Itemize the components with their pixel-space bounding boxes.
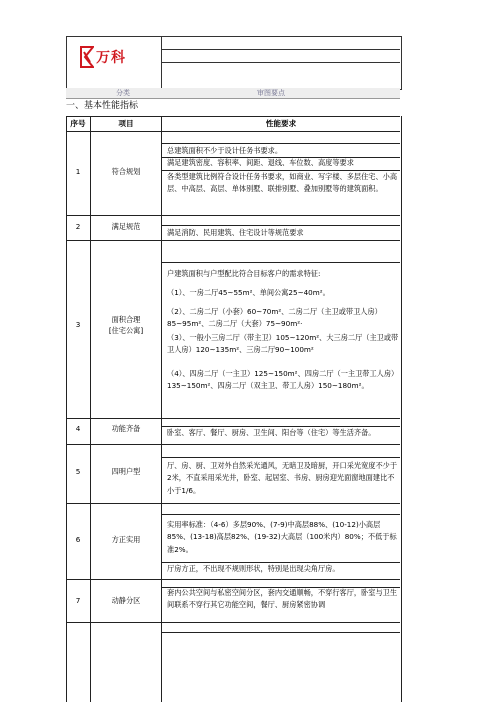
row-no: 7 <box>75 596 81 605</box>
row-border <box>66 622 400 623</box>
row-border <box>161 632 400 633</box>
row-border <box>66 418 400 419</box>
header-rule <box>161 49 400 50</box>
requirement-text: （1）、一房二厅45~55m²、单间公寓25~40m²。 <box>167 288 330 297</box>
row-border <box>66 131 400 132</box>
row-item: 四明户型 <box>111 467 141 476</box>
row-item: 方正实用 <box>111 535 141 544</box>
row-border <box>161 514 400 515</box>
logo-text: 万科 <box>96 50 126 66</box>
row-item: 满足规范 <box>111 222 141 231</box>
review-points-label: 审图要点 <box>257 89 285 97</box>
row-item: 符合规划 <box>111 167 141 176</box>
row-border <box>66 503 400 504</box>
row-item: 动静分区 <box>111 596 141 605</box>
header-requirement: 性能要求 <box>265 119 297 128</box>
section-title: 一、基本性能指标 <box>66 101 139 111</box>
row-no: 1 <box>75 167 81 176</box>
requirement-text: 满足建筑密度、容积率、间距、退线、车位数、高度等要求 <box>167 158 354 167</box>
requirement-text: 满足消防、民用建筑、住宅设计等规范要求 <box>167 228 304 237</box>
col-divider <box>161 116 162 702</box>
requirement-text: 套内公共空间与私密空间分区，套内交通顺畅，不穿行客厅，卧室与卫生间联系不穿行其它功能空间，餐厅、厨房紧密协调 <box>167 588 398 610</box>
row-border <box>161 457 400 458</box>
row-border <box>66 444 400 445</box>
row-no: 5 <box>75 467 81 476</box>
row-item-sub: [住宅公寓] <box>108 326 144 335</box>
requirement-text: 卧室、客厅、餐厅、厨房、卫生间、阳台等（住宅）等生活齐备。 <box>167 428 376 437</box>
row-border <box>66 116 400 117</box>
row-no: 4 <box>75 424 81 433</box>
requirement-text: 实用率标准：（4-6）多层90%、(7-9)中高层88%、(10-12)小高层85%、(13-18)高层82%、(19-32)大高层（100米内）80%；不低于标准2%。 <box>167 520 397 554</box>
row-no: 2 <box>75 222 81 231</box>
requirement-text: 户建筑面积与户型配比符合目标客户的需求特征: <box>167 269 321 278</box>
col-divider <box>90 116 91 702</box>
row-border <box>66 579 400 580</box>
requirement-text: 总建筑面积不少于设计任务书要求。 <box>167 146 283 155</box>
row-border <box>161 143 400 144</box>
requirement-text: （4）、四房二厅（一主卫）125~150m²、四房二厅（一主卫带工人房）135~150m²、四房二厅（双主卫、带工人房）150~180m²。 <box>167 369 399 391</box>
logo-mark-icon <box>80 46 94 68</box>
requirement-text: 厅房方正，不出现不规则形状，特别是出现尖角厅房。 <box>167 564 340 573</box>
header-rule <box>161 62 400 63</box>
requirement-text: （2）、二房二厅（小套）60~70m²、二房二厅（主卫或带卫人房）85~95m²、二房二厅（大套）75~90m²· <box>167 307 382 329</box>
row-item: 功能齐备 <box>111 424 141 433</box>
vanke-logo <box>80 44 140 74</box>
requirement-text: （3）、一般小三房二厅（带主卫）105~120m²、大三房二厅（主卫或带卫人房）120~135m²、三房二厅90~100m² <box>167 333 399 355</box>
requirement-text: 厅、房、厨、卫对外自然采光通风，无暗卫及暗厨，开口采光宽度不少于2米，不直采用采光井，卧室、起居室、书房、厨房迎光面窗地面建比不小于1/6。 <box>167 461 398 495</box>
header-no: 序号 <box>70 119 86 128</box>
header-item: 项目 <box>118 119 134 128</box>
row-border <box>161 225 400 226</box>
row-item: 面积合理 <box>111 315 141 324</box>
row-no: 6 <box>75 535 81 544</box>
row-border <box>66 215 400 216</box>
requirement-text: 各类型建筑比例符合设计任务书要求，如商业、写字楼、多层住宅、小高层、中高层、高层、单体别墅、联排别墅、叠加别墅等的建筑面积。 <box>167 172 398 194</box>
category-bar <box>66 88 400 99</box>
row-no: 3 <box>75 320 81 329</box>
category-label: 分类 <box>116 89 130 97</box>
row-border <box>161 262 400 263</box>
row-border <box>66 240 400 241</box>
